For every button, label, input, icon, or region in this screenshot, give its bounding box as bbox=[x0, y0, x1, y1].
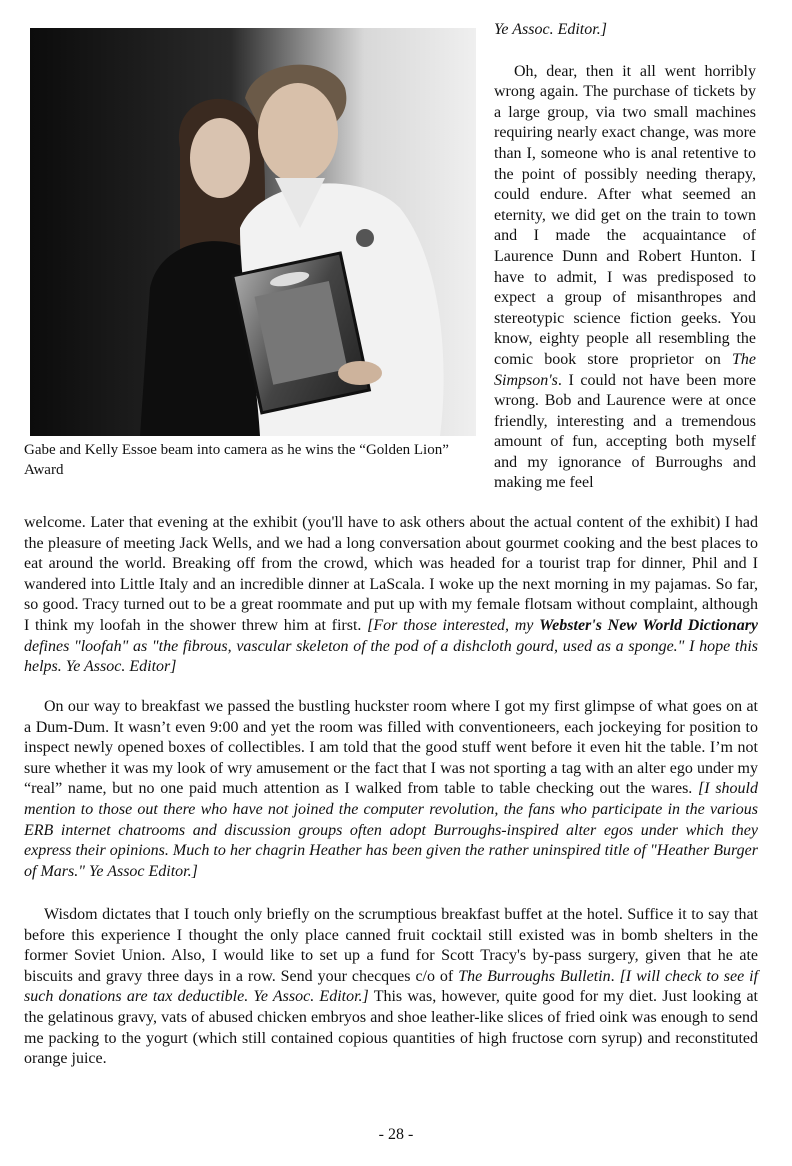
editor-note-donations: [I will check to see if such donations are tax deductible. Ye Assoc. Editor.] bbox=[24, 967, 759, 1006]
paragraph-3 bbox=[24, 697, 758, 882]
paragraph-2 bbox=[24, 513, 758, 678]
huckster-paragraph bbox=[24, 697, 758, 882]
paragraph-1 bbox=[494, 62, 756, 494]
bulletin-title: The Burroughs Bulletin bbox=[458, 967, 611, 985]
paragraph-4-tail: This was, however, quite good for my diet. Just looking at the gelatinous gravy, vats of abused chicken embryos and shoe leather-like slices of fried oink was enough to send me packing to the yogurt (which still contained copious quantities of high fructose corn syrup) and reconstituted orange juice. bbox=[24, 988, 759, 1068]
paragraph-1-text: Oh, dear, then it all went horribly wrong again. The purchase of tickets by a large group, via two small machines requiring nearly exact change, was more than I, someone who is anal retentive to the point of possibly needing therapy, could endure. After what seemed an eternity, we did get on the train to town and I made the acquaintance of Laurence Dunn and Robert Hunton. I have to admit, I was predisposed to expect a group of misanthropes and stereotypic science fiction geeks. You know, eighty people all resembling the comic book store proprietor on bbox=[494, 62, 756, 368]
editor-note-loofah-a: [For those interested, my bbox=[367, 616, 540, 634]
editor-note-tail: Ye Assoc. Editor.] bbox=[494, 21, 607, 38]
award-photo bbox=[30, 28, 476, 436]
simpsons-title: The Simpson's bbox=[494, 350, 756, 389]
paragraph-2-text: welcome. Later that evening at the exhibit (you'll have to ask others about the actual content of the exhibit) I had the pleasure of meeting Jack Wells, and we had a long conversation about gourmet cooking and the best places to eat around the world. Breaking off from the crowd, which was headed for a tourist trap for dinner, Phil and I wandered into Little Italy and an incredible dinner at LaScala. I woke up the next morning in my pajamas. So far, so good. Tracy turned out to be a great roommate and put up with my female flotsam without complaint, although I think my loofah in the shower threw him at first. bbox=[24, 514, 758, 634]
photo-caption: Gabe and Kelly Essoe beam into camera as he wins the “Golden Lion” Award bbox=[24, 442, 449, 478]
dictionary-title: Webster's New World Dictionary bbox=[539, 616, 759, 634]
right-column bbox=[494, 20, 756, 494]
page-number: - 28 - bbox=[378, 1126, 414, 1143]
paragraph-4-text: Wisdom dictates that I touch only briefly on the scrumptious breakfast buffet at the hotel. Suffice it to say that before this experience I thought the only place canned fruit cocktail still existed was in bomb shelters in the former Soviet Union. Also, I would like to set up a fund for Scott Tracy's by-pass surgery, given that he ate biscuits and gravy three days in a row. Send your checques c/o of bbox=[24, 906, 758, 985]
continued-paragraph bbox=[24, 513, 758, 678]
period: . bbox=[610, 967, 620, 985]
editor-note-loofah-b: defines "loofah" as "the fibrous, vascular skeleton of the pod of a dishcloth gourd, used as a sponge." I hope this helps. Ye Assoc. Editor] bbox=[24, 637, 758, 676]
editor-note-alter-ego: [I should mention to those out there who have not joined the computer revolution, the fans who participate in the various ERB internet chatrooms and discussion groups often adopt Burroughs-inspired alter egos under which they express their opinions. Much to her chagrin Heather has been given the rather uninspired title of "Heather Burger of Mars." Ye Assoc Editor.] bbox=[24, 780, 758, 880]
paragraph-4 bbox=[24, 905, 758, 1070]
paragraph-1-tail: . I could not have been more wrong. Bob and Laurence were at once friendly, interesting and a tremendous amount of fun, accepting both myself and my ignorance of Burroughs and making me feel bbox=[494, 371, 756, 492]
breakfast-paragraph bbox=[24, 905, 758, 1070]
paragraph-3-text: On our way to breakfast we passed the bustling huckster room where I got my first glimpse of what goes on at a Dum-Dum. It wasn’t even 9:00 and yet the room was filled with conventioneers, each jockeying for position to inspect newly opened boxes of collectibles. I am told that the good stuff went before it even hit the table. I’m not sure whether it was my look of wry amusement or the fact that I was not sporting a tag with an alter ego under my “real” name, but no one paid much attention as I walked from table to table checking out the wares. bbox=[24, 698, 758, 798]
photo-of-two-people-with-award-icon bbox=[30, 28, 476, 436]
